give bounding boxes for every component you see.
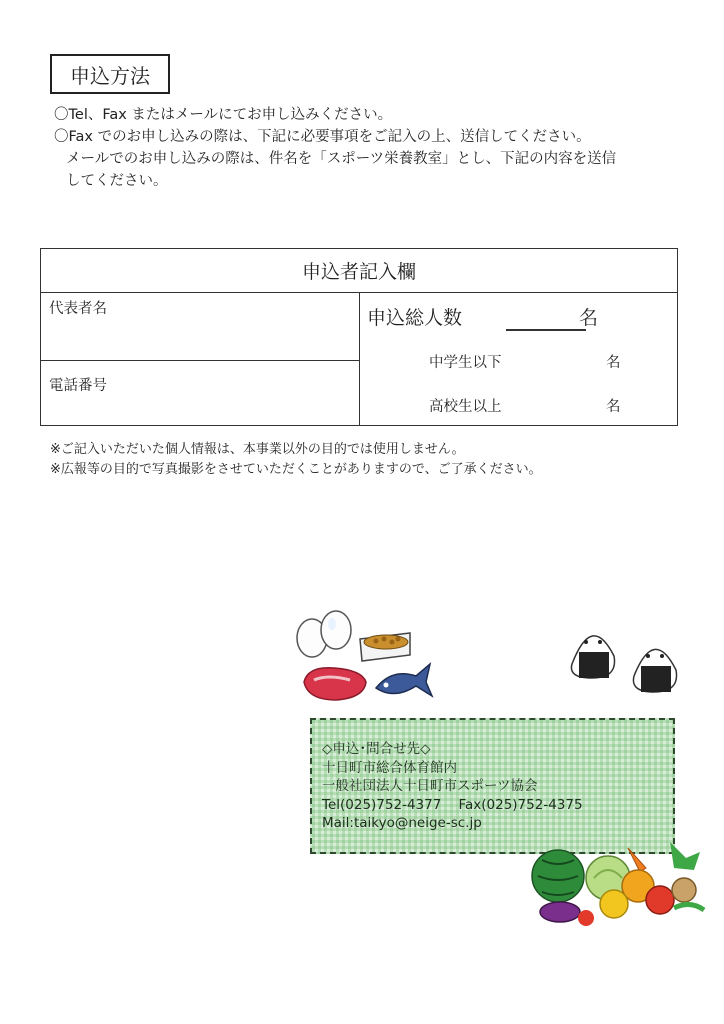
contact-line: 十日町市総合体育館内	[322, 759, 457, 776]
contact-line: 一般社団法人十日町市スポーツ協会	[322, 778, 538, 794]
junior-high-unit[interactable]: 名	[606, 355, 621, 371]
form-title: 申込者記入欄	[41, 249, 677, 293]
contact-phone-fax: Tel(025)752-4377 Fax(025)752-4375	[322, 796, 583, 813]
rice-ball-icon	[562, 612, 692, 698]
phone-number-field[interactable]: 電話番号	[49, 378, 107, 394]
total-applicants-label: 申込総人数	[367, 307, 463, 329]
instruction-line: 〇Tel、Fax またはメールにてお申し込みください。	[54, 107, 393, 123]
instruction-line: してください。	[66, 173, 168, 189]
note-line: ※ご記入いただいた個人情報は、本事業以外の目的では使用しません。	[50, 442, 465, 457]
instruction-line: 〇Fax でのお申し込みの際は、下記に必要事項をご記入の上、送信してください。	[54, 129, 591, 145]
vegetables-icon	[524, 838, 708, 938]
notes	[50, 440, 542, 480]
contact-email: Mail:taikyo@neige-sc.jp	[322, 815, 482, 831]
application-form	[40, 248, 678, 426]
representative-name-field[interactable]: 代表者名	[49, 301, 107, 317]
divider	[359, 293, 360, 426]
instructions	[54, 104, 694, 192]
contact-info-box	[310, 718, 675, 854]
fish-icon	[372, 656, 434, 706]
total-applicants-field[interactable]	[506, 329, 586, 331]
eggs-icon	[292, 606, 358, 662]
section-heading: 申込方法	[50, 54, 170, 94]
high-school-label: 高校生以上	[429, 399, 502, 415]
divider	[41, 360, 359, 361]
instruction-line: メールでのお申し込みの際は、件名を「スポーツ栄養教室」とし、下記の内容を送信	[66, 151, 617, 167]
note-line: ※広報等の目的で写真撮影をさせていただくことがありますので、ご了承ください。	[50, 462, 542, 477]
total-applicants-unit: 名	[579, 307, 599, 329]
junior-high-label: 中学生以下	[429, 355, 502, 371]
contact-title: ◇申込･問合せ先◇	[322, 741, 431, 757]
high-school-unit[interactable]: 名	[606, 399, 621, 415]
meat-icon	[298, 660, 372, 706]
